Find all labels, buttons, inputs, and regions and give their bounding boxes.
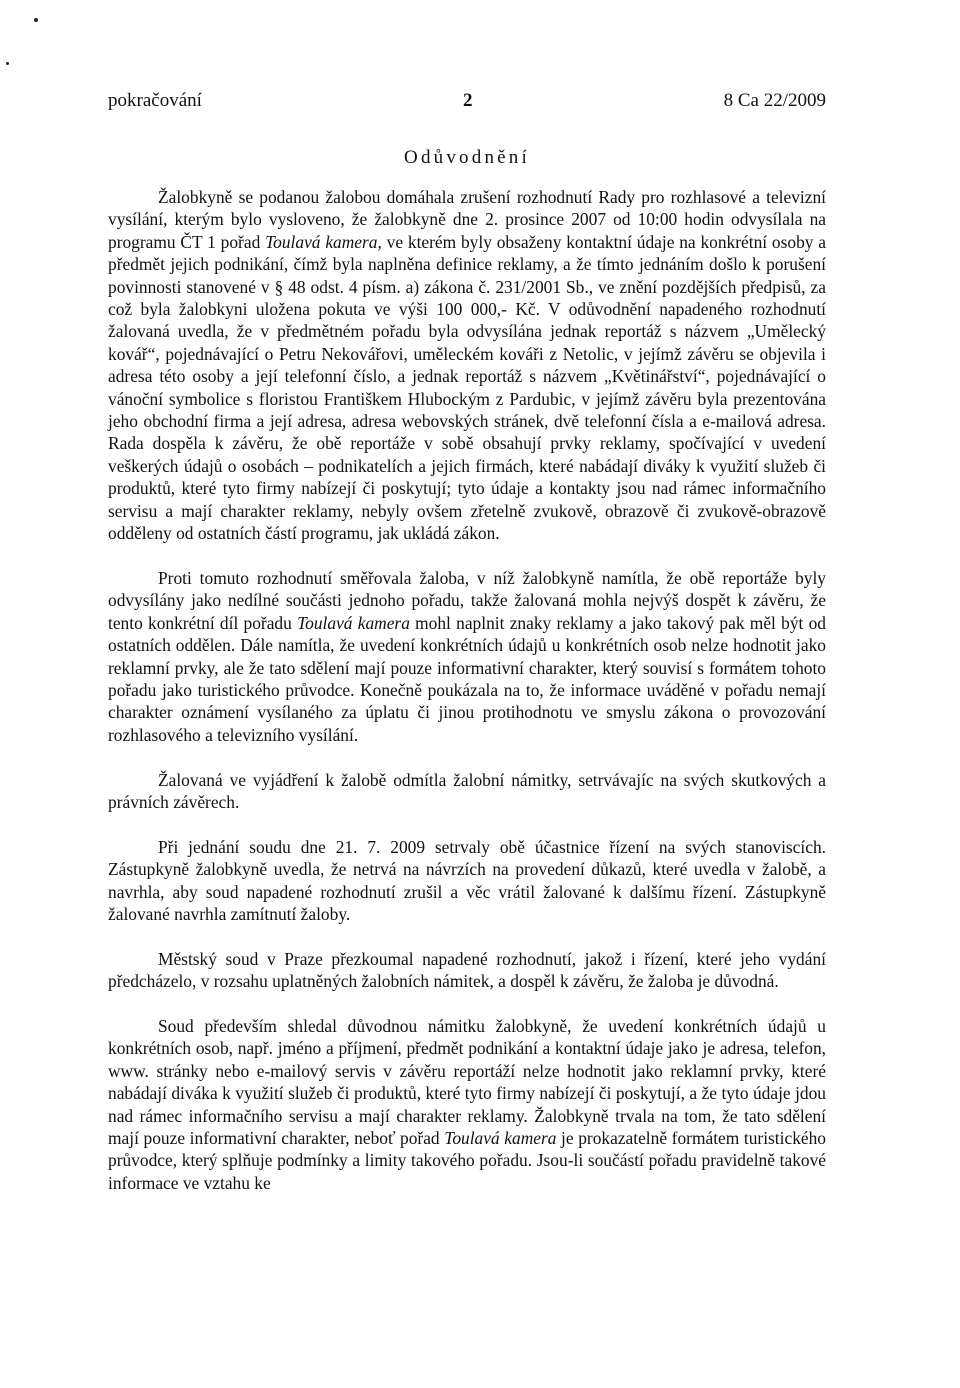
program-title: Toulavá kamera <box>444 1127 557 1148</box>
section-title: Odůvodnění <box>404 147 530 168</box>
scan-speck <box>6 62 9 65</box>
paragraph-court-review: Městský soud v Praze přezkoumal napadené rozhodnutí, jakož i řízení, které jeho vydání předcházelo, v rozsahu uplatněných žalobních námitek, a dospěl k závěru, že žaloba je důvodná. <box>108 948 826 992</box>
paragraph-hearing: Při jednání soudu dne 21. 7. 2009 setrvaly obě účastnice řízení na svých stanoviscích. Zástupkyně žalobkyně uvedla, že netrvá na návrzích na provedení důkazů, které uvedla v žalobě, a navrhla, aby soud napadené rozhodnutí zrušil a věc vrátil žalované k dalšímu řízení. Zástupkyně žalované navrhla zamítnutí žaloby. <box>108 836 826 924</box>
paragraph-claim: Žalobkyně se podanou žalobou domáhala zrušení rozhodnutí Rady pro rozhlasové a televizní vysílání, kterým bylo vysloveno, že žalobkyně dne 2. prosince 2007 od 10:00 hodin odvysílala na programu ČT 1 pořad Toulavá kamera, ve kterém byly obsaženy kontaktní údaje na konkrétní osoby a předmět jejich podnikání, čímž byla naplněna definice reklamy, a že tímto jednáním došlo k porušení povinnosti stanovené v § 48 odst. 4 písm. a) zákona č. 231/2001 Sb., ve znění pozdějších předpisů, za což byla žalobkyni uložena pokuta ve výši 100 000,- Kč. V odůvodnění napadeného rozhodnutí žalovaná uvedla, že v předmětném pořadu byla odvysílána jednak reportáž s názvem „Umělecký kovář“, pojednávající o Petru Nekovářovi, uměleckém kováři z Netolic, v jejímž závěru se objevila i adresa této osoby a její telefonní číslo, a jednak reportáž s názvem „Květinářství“, pojednávající o vánoční symbolice s floristou Františkem Hlubockým z Pardubic, v jejímž závěru byla prezentována jeho obchodní firma a její adresa, adresa webovských stránek, dvě telefonní čísla a e-mailová adresa. Rada dospěla k závěru, že obě reportáže v sobě obsahují prvky reklamy, spočívající v uvedení veškerých údajů o osobách – podnikatelích a jejich firmách, které nabádají diváky k využití služeb či produktů, které tyto firmy nabízejí či poskytují; tyto údaje a kontakty jsou nad rámec informačního servisu a mají charakter reklamy, nebyly ovšem zřetelně zvukově, obrazově či zvukově-obrazově odděleny od ostatních částí programu, jak ukládá zákon. <box>108 187 827 544</box>
document-body <box>108 186 826 1194</box>
page-header <box>108 88 826 114</box>
scan-speck <box>34 18 38 22</box>
case-number: 8 Ca 22/2009 <box>723 90 826 111</box>
program-title: Toulavá kamera <box>265 231 378 252</box>
continuation-label: pokračování <box>108 90 202 111</box>
paragraph-objection: Proti tomuto rozhodnutí směřovala žaloba, v níž žalobkyně namítla, že obě reportáže byly odvysílány jako nedílné součásti jednoho pořadu, takže žalovaná mohla nejvýš dospět k závěru, že tento konkrétní díl pořadu Toulavá kamera mohl naplnit znaky reklamy a jako takový pak měl být od ostatních oddělen. Dále namítla, že uvedení konkrétních údajů u konkrétních osob nelze hodnotit jako reklamní prvky, ale že tato sdělení mají pouze informativní charakter, který souvisí s formátem tohoto pořadu jako turistického průvodce. Konečně poukázala na to, že informace uváděné v pořadu nemají charakter oznámení vysílaného za úplatu či jinou protihodnotu ve smyslu zákona o provozování rozhlasového a televizního vysílání. <box>108 567 826 745</box>
paragraph-defendant-response: Žalovaná ve vyjádření k žalobě odmítla žalobní námitky, setrvávajíc na svých skutkových a právních závěrech. <box>108 769 826 812</box>
paragraph-court-finding: Soud především shledal důvodnou námitku žalobkyně, že uvedení konkrétních údajů u konkrétních osob, např. jméno a příjmení, předmět podnikání a kontaktní údaje jako je adresa, telefon, www. stránky nebo e-mailový servis v závěru reportáží nelze hodnotit jako reklamní prvky, které nabádají diváka k využití služeb či produktů, které tyto firmy nabízejí či poskytují, a že tyto údaje jdou nad rámec informačního servisu a mají charakter reklamy. Žalobkyně trvala na tom, že tato sdělení mají pouze informativní charakter, neboť pořad Toulavá kamera je prokazatelně formátem turistického průvodce, který splňuje podmínky a limity takového pořadu. Jsou-li součástí pořadu pravidelně takové informace ve vztahu ke <box>108 1015 826 1193</box>
page-number: 2 <box>463 90 473 111</box>
program-title: Toulavá kamera <box>297 612 410 633</box>
